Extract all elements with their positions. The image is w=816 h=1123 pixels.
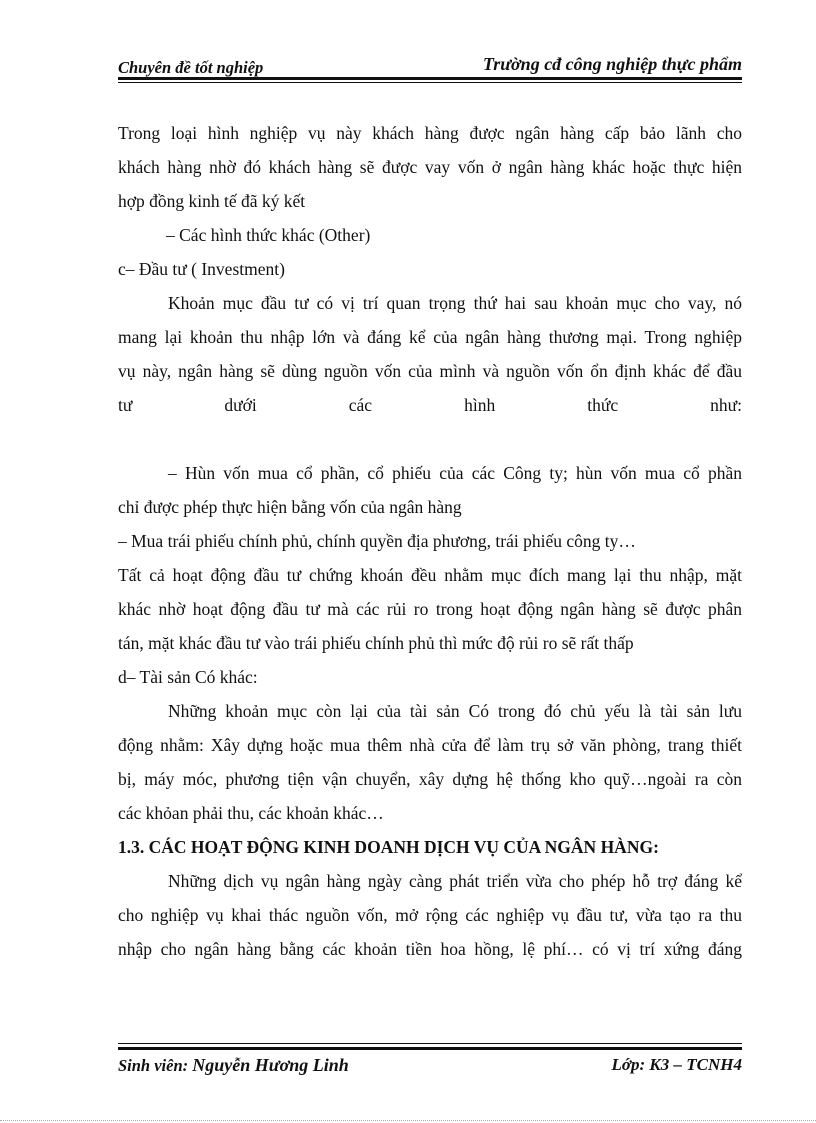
paragraph-line: động nhằm: Xây dựng hoặc mua thêm nhà cửa để làm trụ sở văn phòng, trang thiết [118,735,742,755]
footer-rule-thin [118,1043,742,1044]
section-heading: 1.3. CÁC HOẠT ĐỘNG KINH DOANH DỊCH VỤ CỦA NGÂN HÀNG: [118,837,659,857]
paragraph-line: Những khoản mục còn lại của tài sản Có trong đó chủ yếu là tài sản lưu [168,701,742,721]
paragraph-line: tư dưới các hình thức như: [118,395,742,415]
section-label: c– Đầu tư ( Investment) [118,259,285,279]
paragraph-line: khách hàng nhờ đó khách hàng sẽ được vay vốn ở ngân hàng khác hoặc thực hiện [118,157,742,177]
paragraph-line: nhập cho ngân hàng bằng các khoản tiền hoa hồng, lệ phí… có vị trí xứng đáng [118,939,742,959]
paragraph-line: hợp đồng kinh tế đã ký kết [118,191,306,211]
page-header [118,50,742,80]
header-right-title: Trường cđ công nghiệp thực phẩm [482,54,742,74]
paragraph-line: Những dịch vụ ngân hàng ngày càng phát triển vừa cho phép hỗ trợ đáng kể [168,871,742,891]
footer-class: Lớp: K3 – TCNH4 [611,1055,742,1074]
header-left-title: Chuyên đề tốt nghiệp [118,58,264,77]
header-rule-thin [118,82,742,83]
blank-line [118,422,742,456]
paragraph-line: tán, mặt khác đầu tư vào trái phiếu chính phủ thì mức độ rủi ro sẽ rất thấp [118,633,634,653]
list-item: – Mua trái phiếu chính phủ, chính quyền địa phương, trái phiếu công ty… [118,531,636,551]
paragraph-line: cho nghiệp vụ khai thác nguồn vốn, mở rộng các nghiệp vụ đầu tư, vừa tạo ra thu [118,905,742,925]
header-rule-thick [118,77,742,80]
paragraph-line: mang lại khoản thu nhập lớn và đáng kể của ngân hàng thương mại. Trong nghiệp [118,327,742,347]
paragraph-line: các khỏan phải thu, các khoản khác… [118,803,384,823]
paragraph-line: Tất cả hoạt động đầu tư chứng khoán đều nhằm mục đích mang lại thu nhập, mặt [118,565,742,585]
section-label: d– Tài sản Có khác: [118,667,258,687]
paragraph-line: Khoản mục đầu tư có vị trí quan trọng thứ hai sau khoản mục cho vay, nó [168,293,742,313]
paragraph-line: bị, máy móc, phương tiện vận chuyển, xây dựng hệ thống kho quỹ…ngoài ra còn [118,769,742,789]
page-footer [118,1043,742,1083]
footer-student [118,1055,349,1076]
paragraph-line: Trong loại hình nghiệp vụ này khách hàng được ngân hàng cấp bảo lãnh cho [118,123,742,143]
list-item: – Hùn vốn mua cổ phần, cổ phiếu của các Công ty; hùn vốn mua cổ phần [168,463,742,483]
page-bottom-border [0,1120,816,1121]
paragraph-line: vụ này, ngân hàng sẽ dùng nguồn vốn của mình và nguồn vốn ổn định khác để đầu [118,361,742,381]
paragraph-line: khác nhờ hoạt động đầu tư mà các rủi ro trong hoạt động ngân hàng sẽ được phân [118,599,742,619]
footer-student-name: Nguyễn Hương Linh [192,1055,349,1075]
paragraph-line: chỉ được phép thực hiện bằng vốn của ngân hàng [118,497,462,517]
footer-student-label: Sinh viên: [118,1056,189,1075]
footer-rule-thick [118,1047,742,1050]
page-body [118,116,742,966]
list-item: – Các hình thức khác (Other) [166,225,371,245]
